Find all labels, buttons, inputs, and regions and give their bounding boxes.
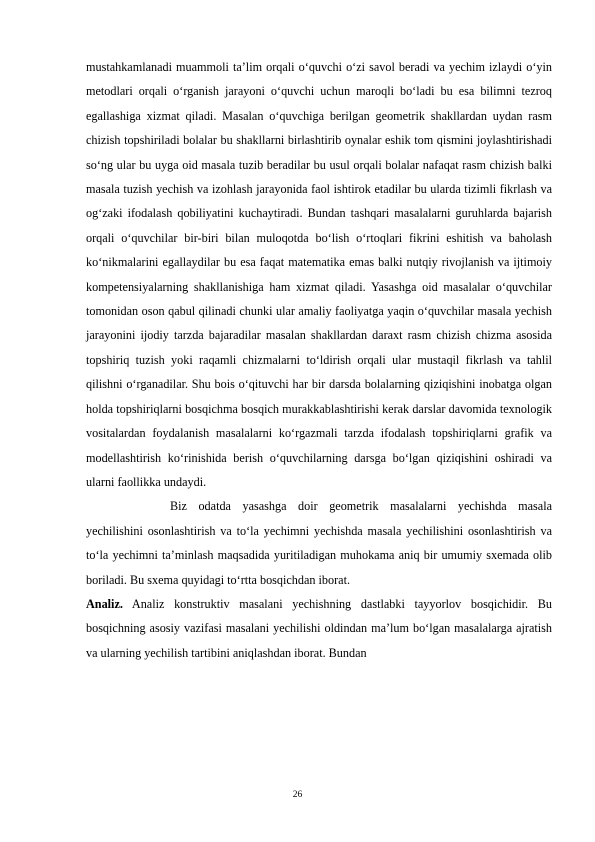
paragraph-3-text: Analiz konstruktiv masalani yechishning dastlabki tayyorlov bosqichidir. Bu bosqichning asosiy vazifasi masalani yechilishi oldindan ma’lum bo‘lgan masalalarga ajratish va ularning yechilish tartibini aniqlashdan iborat. Bundan — [86, 596, 552, 660]
paragraph-1: mustahkamlanadi muammoli ta’lim orqali o‘quvchi o‘zi savol beradi va yechim izlaydi o‘yin metodlari orqali o‘rganish jarayoni o‘quvchi uchun maroqli bo‘ladi bu esa bilimni tezroq egallashiga xizmat qiladi. Masalan o‘quvchiga berilgan geometrik shakllardan uydan rasm chizish topshiriladi bolalar bu shakllarni birlashtirib oynalar eshik tom qismini joylashtirishadi so‘ng ular bu uyga oid masala tuzib beradilar bu usul orqali bolalar nafaqat rasm chizish balki masala tuzish yechish va izohlash jarayonida faol ishtirok etadilar bu ularda tizimli fikrlash va og‘zaki ifodalash qobiliyatini kuchaytiradi. Bundan tashqari masalalarni guruhlarda bajarish orqali o‘quvchilar bir-biri bilan muloqotda bo‘lish o‘rtoqlari fikrini eshitish va baholash ko‘nikmalarini egallaydilar bu esa faqat matematika emas balki nutqiy rivojlanish va ijtimoiy kompetensiyalarning shakllanishiga ham xizmat qiladi. Yasashga oid masalalar o‘quvchilar tomonidan oson qabul qilinadi chunki ular amaliy faoliyatga yaqin o‘quvchilar masala yechish jarayonini ijodiy tarzda bajaradilar masalan shakllardan daraxt rasm chizish chizma asosida topshiriq tuzish yoki raqamli chizmalarni to‘ldirish orqali ular mustaqil fikrlash va tahlil qilishni o‘rganadilar. Shu bois o‘qituvchi har bir darsda bolalarning qiziqishini inobatga olgan holda topshiriqlarni bosqichma bosqich murakkablashtirishi kerak darslar davomida texnologik vositalardan foydalanish masalalarni ko‘rgazmali tarzda ifodalash topshiriqlarni grafik va modellashtirish ko‘rinishida berish o‘quvchilarning darsga bo‘lgan qiziqishini oshiradi va ularni faollikka undaydi. — [86, 60, 552, 489]
analiz-heading: Analiz. — [86, 596, 123, 611]
paragraph-2: Biz odatda yasashga doir geometrik masalalarni yechishda masala yechilishini osonlashtirish va to‘la yechimni yechishda masala yechilishini osonlashtirish va to‘la yechimni ta’minlash maqsadida yuritiladigan muhokama aniq bir umumiy sxemada olib boriladi. Bu sxema quyidagi to‘rtta bosqichdan iborat. — [86, 499, 552, 587]
paragraph-3 — [86, 592, 552, 665]
page-number: 26 — [292, 790, 303, 800]
body-text — [86, 55, 552, 665]
